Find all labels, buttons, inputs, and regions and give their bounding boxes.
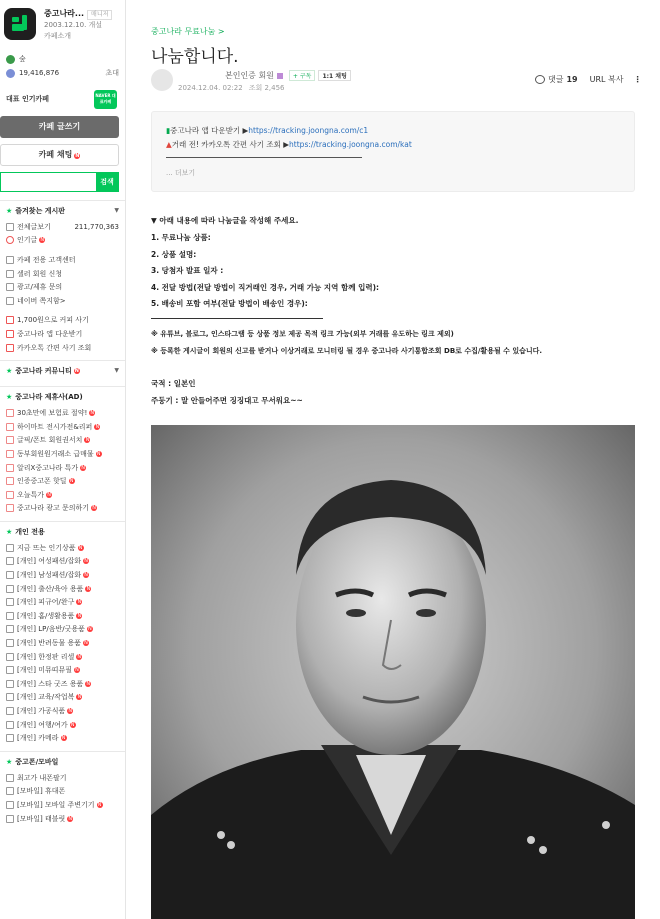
board-icon	[6, 330, 14, 338]
mobile-title: 중고폰/모바일	[15, 757, 59, 766]
menu-all-posts[interactable]	[0, 220, 125, 234]
member-count-row	[0, 66, 125, 80]
menu-item[interactable]	[0, 267, 125, 281]
menu-label: 광고/제휴 문의	[17, 283, 63, 292]
notice-line: ※ 등록한 게시글이 회원의 신고를 받거나 이상거래로 모니터링 될 경우 중고나라 사기통합조회 DB로 수집/활용될 수 있습니다.	[151, 347, 543, 355]
menu-item[interactable]	[0, 406, 125, 420]
post-actions	[535, 74, 641, 85]
new-badge: N	[95, 423, 100, 430]
community-title: 중고나라 커뮤니티	[15, 366, 72, 375]
menu-item[interactable]	[0, 461, 125, 475]
menu-item[interactable]	[0, 771, 125, 785]
new-badge: N	[84, 640, 88, 647]
divider	[166, 157, 362, 158]
board-icon	[6, 774, 14, 782]
cafe-chat-button[interactable]	[0, 144, 119, 166]
menu-item[interactable]	[0, 798, 125, 812]
link2-text: 거래 전! 카카오톡 간편 사기 조회 ▶	[171, 140, 290, 149]
sidebar	[0, 0, 126, 919]
board-icon	[6, 423, 14, 431]
menu-label: 30초만에 보험료 절약!	[17, 409, 88, 418]
menu-label: 동부회원원거래소 급매물	[17, 449, 94, 458]
naver-badge: NAVER 대표카페	[94, 90, 117, 109]
chevron-down-icon: ▼	[114, 367, 119, 375]
tree-icon	[6, 55, 15, 64]
board-icon	[6, 707, 14, 715]
menu-label: 1,700원으로 커피 사기	[17, 316, 89, 325]
body-line: 2. 상품 설명:	[151, 250, 197, 259]
new-badge: N	[77, 612, 82, 619]
menu-label: [모바일] 태블릿	[17, 814, 66, 823]
new-badge: N	[75, 667, 79, 674]
cafe-header	[0, 0, 125, 46]
menu-item[interactable]	[0, 731, 125, 745]
menu-label: [개인] 남성패션/잡화	[17, 571, 82, 580]
board-icon	[6, 571, 14, 579]
menu-item[interactable]	[0, 785, 125, 799]
board-icon	[6, 585, 14, 593]
new-badge: N	[92, 505, 96, 512]
menu-item[interactable]	[0, 636, 125, 650]
body-line: 4. 전달 방법(전달 방법이 직거래인 경우, 거래 가능 지역 함께 입력):	[151, 283, 380, 292]
new-badge: N	[85, 437, 90, 444]
new-badge: N	[68, 708, 73, 715]
board-icon	[6, 270, 14, 278]
menu-item[interactable]	[0, 812, 125, 826]
star-icon: ★	[6, 527, 13, 536]
menu-item[interactable]	[0, 555, 125, 569]
menu-item[interactable]	[0, 582, 125, 596]
board-icon	[6, 504, 14, 512]
board-icon	[6, 477, 14, 485]
one-to-one-chat-button[interactable]: 1:1 채팅	[318, 70, 350, 81]
all-posts-count: 211,770,363	[74, 222, 119, 231]
board-icon	[6, 464, 14, 472]
link-box	[151, 111, 635, 192]
favorites-title: 즐겨찾는 게시판	[15, 206, 66, 215]
board-icon	[6, 653, 14, 661]
menu-label: 인기글	[17, 236, 38, 245]
menu-item[interactable]	[0, 677, 125, 691]
menu-item[interactable]	[0, 663, 125, 677]
board-icon	[6, 680, 14, 688]
board-icon	[6, 666, 14, 674]
new-badge: N	[84, 558, 89, 565]
menu-label: [개인] 카메라	[17, 734, 59, 743]
author-row	[225, 70, 351, 81]
best-cafe-label: 대표 인기카페	[6, 95, 50, 103]
menu-label: 카카오톡 간편 사기 조회	[17, 343, 92, 352]
cafe-founded: 2003.12.10. 개설	[44, 21, 103, 29]
menu-label: 지금 뜨는 인기상품	[17, 543, 76, 552]
menu-label: [개인] 홈/생활용품	[17, 611, 75, 620]
alert-icon: ▲	[166, 140, 172, 149]
breadcrumb[interactable]: 중고나라 무료나눔 >	[151, 27, 225, 36]
cafe-rank-label: 숲	[19, 55, 26, 63]
menu-label: 최고가 내폰팔기	[17, 773, 67, 782]
cafe-chat-label: 카페 채팅	[38, 150, 73, 159]
board-icon	[6, 801, 14, 809]
cafe-rank	[0, 52, 125, 66]
menu-item[interactable]	[0, 541, 125, 555]
new-badge: N	[90, 410, 95, 417]
search-button[interactable]: 검색	[96, 173, 118, 191]
new-badge: N	[70, 721, 75, 728]
menu-item[interactable]	[0, 434, 125, 448]
menu-label: 글픽/폰트 회원권서치	[17, 436, 83, 445]
board-icon	[6, 815, 14, 823]
post-view	[135, 0, 655, 919]
menu-item[interactable]	[0, 314, 125, 328]
menu-item[interactable]	[0, 609, 125, 623]
menu-item[interactable]	[0, 327, 125, 341]
menu-label: [개인] 출산/육아 용품	[17, 584, 84, 593]
body-line: 1. 무료나눔 상품:	[151, 233, 211, 242]
menu-label: [개인] 교육/작업복	[17, 693, 75, 702]
menu-label: [개인] LP/음반/굿용품	[17, 625, 85, 634]
new-badge: N	[61, 735, 66, 742]
star-icon: ★	[6, 366, 13, 375]
partners-title: 중고나라 제휴사(AD)	[15, 392, 83, 401]
menu-item[interactable]	[0, 595, 125, 609]
menu-label: 알리X중고나라 특가	[17, 463, 79, 472]
menu-item[interactable]	[0, 691, 125, 705]
new-badge: N	[75, 153, 80, 159]
support-list	[0, 253, 125, 307]
board-icon	[6, 491, 14, 499]
board-icon	[6, 721, 14, 729]
write-post-button[interactable]: 카페 글쓰기	[0, 116, 119, 138]
notice-line: ※ 유튜브, 블로그, 인스타그램 등 상품 정보 제공 목적 링크 가능(외부 거래를 유도하는 링크 제외)	[151, 330, 454, 338]
body-line: 3. 당첨자 발표 일자 :	[151, 266, 224, 275]
menu-item[interactable]	[0, 568, 125, 582]
body-line: 5. 배송비 포함 여부(전달 방법이 배송인 경우):	[151, 299, 308, 308]
cafe-logo[interactable]	[4, 8, 36, 40]
star-icon: ★	[6, 206, 13, 215]
menu-label: 카페 전용 고객센터	[17, 255, 76, 264]
app-download-line	[166, 125, 368, 136]
menu-label: 중고나라 광고 문의하기	[17, 504, 90, 513]
mobile-section-header[interactable]	[0, 751, 125, 771]
star-icon: ★	[6, 757, 13, 766]
new-badge: N	[68, 815, 73, 822]
new-badge: N	[78, 544, 83, 551]
menu-popular[interactable]	[0, 234, 125, 248]
link1-text: 중고나라 앱 다운받기 ▶	[170, 126, 249, 135]
new-badge: N	[84, 572, 89, 579]
board-icon	[6, 316, 14, 324]
post-views: 조회 2,456	[248, 84, 285, 92]
cafe-name[interactable]: 중고나라...	[44, 9, 85, 18]
more-link[interactable]: ... 더보기	[166, 169, 196, 177]
fraud-check-line	[166, 139, 412, 150]
menu-item[interactable]	[0, 447, 125, 461]
board-icon	[6, 436, 14, 444]
board-icon	[6, 409, 14, 417]
mobile-list	[0, 771, 125, 825]
search-input[interactable]	[1, 173, 96, 191]
new-badge: N	[97, 801, 102, 808]
post-title: 나눔합니다.	[151, 47, 239, 67]
note-line: 주둥기 : 말 안들어주면 징징대고 무서워요~~	[151, 396, 303, 405]
board-icon	[6, 283, 14, 291]
cafe-search	[0, 172, 119, 192]
menu-item[interactable]	[0, 474, 125, 488]
partners-list	[0, 406, 125, 515]
new-badge: N	[77, 599, 82, 606]
menu-label: [개인] 피규어/완구	[17, 598, 75, 607]
avatar[interactable]	[151, 69, 173, 91]
members-icon	[6, 69, 15, 78]
manager-badge: 매니저	[87, 10, 112, 20]
new-badge: N	[86, 680, 91, 687]
menu-item[interactable]	[0, 253, 125, 267]
country-line: 국적 : 일본인	[151, 379, 196, 388]
menu-label: 오늘특가	[17, 490, 45, 499]
new-badge: N	[47, 491, 51, 498]
phone-icon: ▮	[166, 126, 171, 135]
fraud-check-link[interactable]: https://tracking.joongna.com/kat	[289, 140, 412, 149]
new-badge: N	[40, 237, 45, 244]
post-photo[interactable]	[151, 425, 635, 919]
menu-label: 중고나라 앱 다운받기	[17, 329, 83, 338]
follow-button[interactable]: + 구독	[289, 70, 316, 81]
menu-item[interactable]	[0, 502, 125, 516]
menu-label: [개인] 여성패션/잡화	[17, 557, 82, 566]
menu-label: [개인] 스타 굿즈 용품	[17, 679, 84, 688]
favorites-section-header[interactable]	[0, 200, 125, 220]
chevron-down-icon: ▼	[114, 207, 119, 214]
more-options-icon[interactable]: ⋮	[633, 75, 642, 84]
menu-item[interactable]	[0, 704, 125, 718]
menu-item[interactable]	[0, 280, 125, 294]
promo-list	[0, 314, 125, 355]
new-badge: N	[74, 367, 79, 374]
new-badge: N	[77, 694, 82, 701]
community-section-header[interactable]	[0, 360, 125, 380]
board-icon	[6, 256, 14, 264]
new-badge: N	[87, 626, 92, 633]
board-icon	[6, 734, 14, 742]
menu-label: [개인] 미뮤띠뮤필	[17, 666, 73, 675]
personal-section-header[interactable]	[0, 521, 125, 541]
menu-item[interactable]	[0, 420, 125, 434]
member-count[interactable]: 19,416,876	[19, 69, 60, 77]
menu-label: 하이마트 전시가전&리퍼	[17, 422, 93, 431]
partners-section-header[interactable]	[0, 386, 125, 406]
personal-title: 개인 전용	[15, 527, 45, 536]
board-icon	[6, 344, 14, 352]
menu-label: [개인] 가공식품	[17, 707, 66, 716]
divider	[151, 318, 323, 319]
board-icon	[6, 544, 14, 552]
new-badge: N	[96, 450, 101, 457]
menu-item[interactable]	[0, 623, 125, 637]
new-badge: N	[81, 464, 85, 471]
post-meta	[178, 83, 291, 93]
menu-item[interactable]	[0, 718, 125, 732]
board-icon	[6, 612, 14, 620]
comment-icon	[535, 75, 545, 84]
new-badge: N	[77, 653, 82, 660]
app-download-link[interactable]: https://tracking.joongna.com/c1	[248, 126, 369, 135]
new-badge: N	[69, 478, 74, 485]
board-icon	[6, 693, 14, 701]
board-icon	[6, 557, 14, 565]
author-name[interactable]: 본인인증 회원	[225, 71, 274, 80]
board-icon	[6, 297, 14, 305]
board-icon	[6, 625, 14, 633]
board-icon	[6, 450, 14, 458]
comments-count: 19	[566, 75, 578, 84]
board-icon	[6, 598, 14, 606]
popular-icon	[6, 236, 14, 244]
menu-label: [개인] 반려동물 용품	[17, 639, 82, 648]
cafe-intro-link[interactable]: 카페소개	[44, 32, 72, 40]
menu-item[interactable]	[0, 341, 125, 355]
menu-label: 전체글보기	[17, 222, 51, 231]
menu-item[interactable]	[0, 294, 125, 308]
menu-label: [모바일] 모바일 주변기기	[17, 800, 95, 809]
menu-label: 인증중고폰 핫딜	[17, 477, 67, 486]
menu-label: [개인] 여행/여가	[17, 720, 68, 729]
menu-label: 셀러 회원 신청	[17, 269, 63, 278]
menu-label: [모바일] 휴대폰	[17, 787, 66, 796]
best-cafe-row	[0, 86, 125, 112]
menu-item[interactable]	[0, 488, 125, 502]
comments-label[interactable]: 댓글	[548, 75, 564, 84]
body-line: ▼ 아래 내용에 따라 나눔글을 작성해 주세요.	[151, 216, 299, 225]
menu-label: 네이버 쪽지함>	[17, 296, 66, 305]
star-icon: ★	[6, 392, 13, 401]
menu-label: [개인] 한정판 리셀	[17, 652, 75, 661]
url-copy-button[interactable]: URL 복사	[589, 75, 624, 84]
level-icon	[277, 73, 283, 79]
personal-list	[0, 541, 125, 745]
board-icon	[6, 787, 14, 795]
menu-item[interactable]	[0, 650, 125, 664]
invite-link[interactable]: 초대	[105, 69, 119, 77]
board-icon	[6, 639, 14, 647]
post-date: 2024.12.04. 02:22	[178, 84, 243, 92]
new-badge: N	[86, 585, 91, 592]
board-icon	[6, 223, 14, 231]
